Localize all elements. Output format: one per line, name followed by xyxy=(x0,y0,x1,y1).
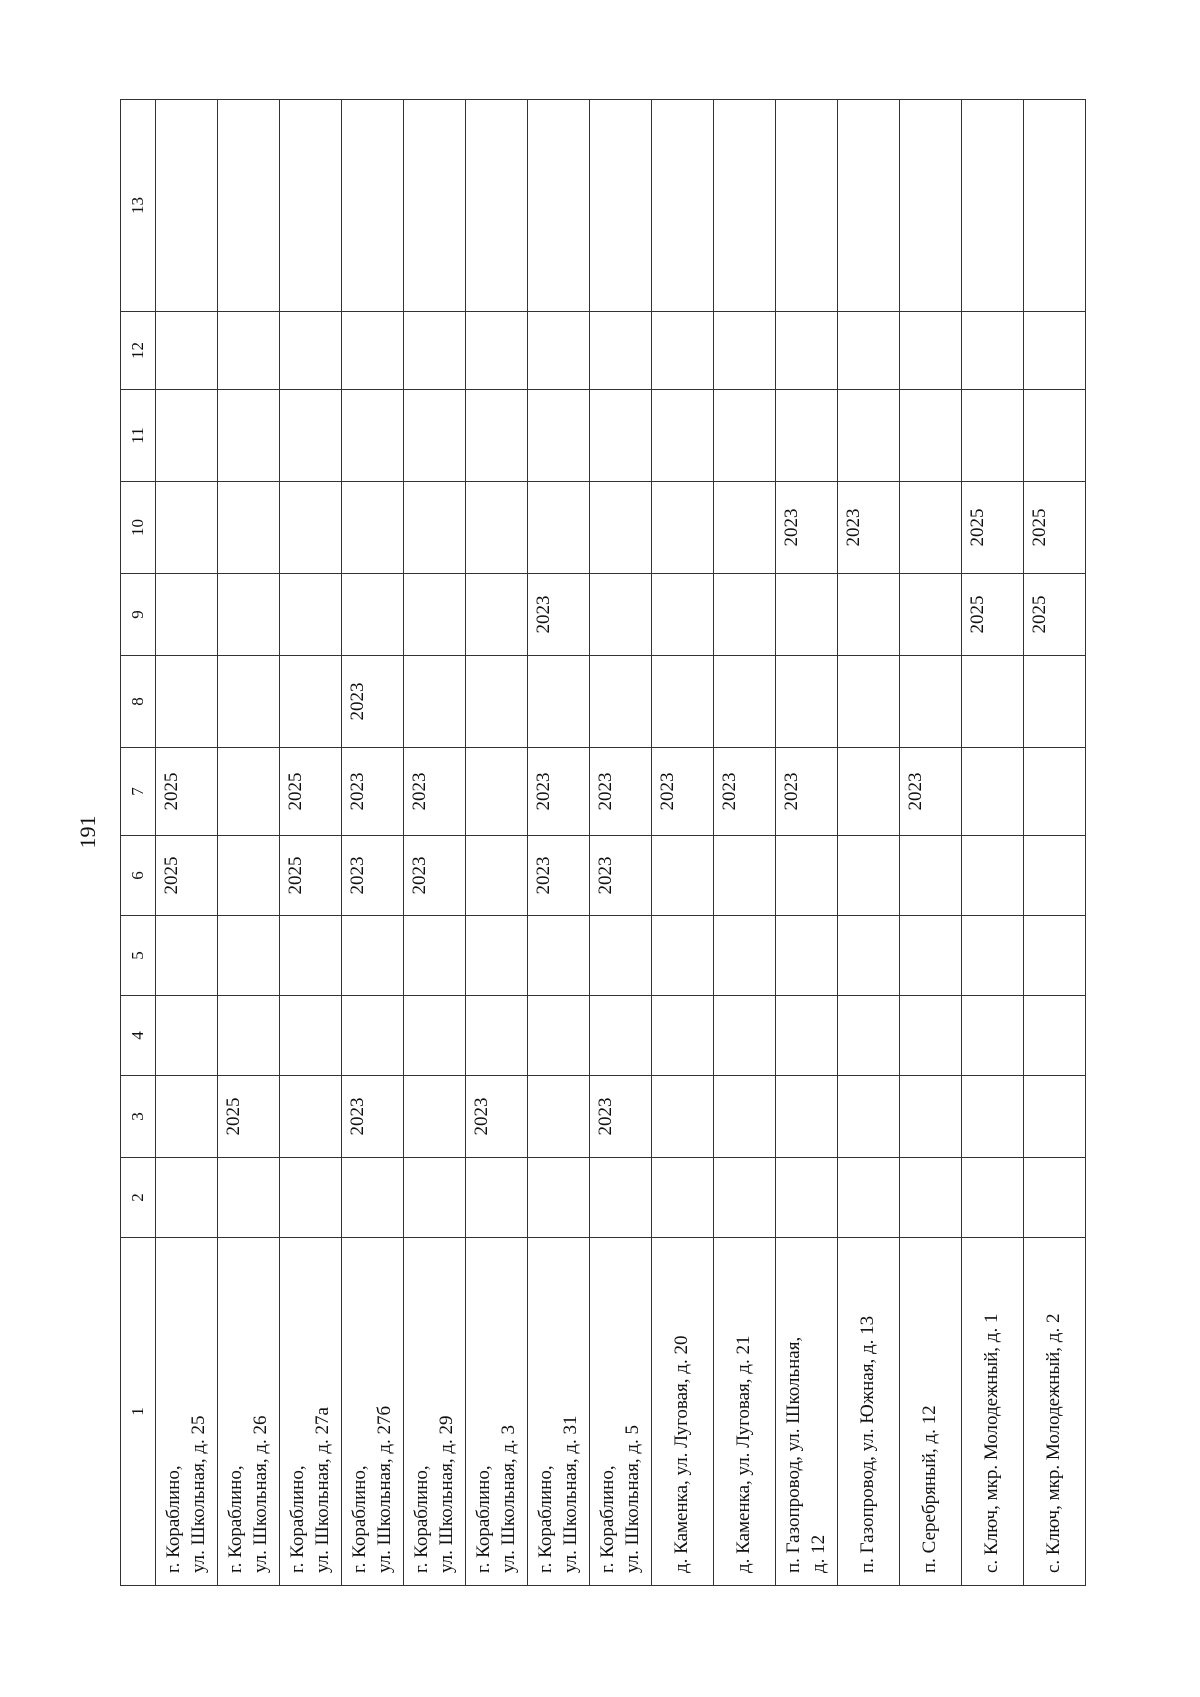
table-row xyxy=(776,100,838,1586)
address-cell: д. Каменка, ул. Луговая, д. 20 xyxy=(652,1238,714,1586)
year-cell-11 xyxy=(962,390,1024,482)
year-cell-9 xyxy=(900,574,962,656)
table-rotated-wrapper xyxy=(120,100,1081,1586)
year-cell-4 xyxy=(342,996,404,1076)
year-cell-7: 2023 xyxy=(342,748,404,836)
year-cell-12 xyxy=(900,312,962,390)
year-cell-10 xyxy=(156,482,218,574)
year-cell-4 xyxy=(528,996,590,1076)
column-number-3: 3 xyxy=(121,1076,156,1158)
year-cell-13 xyxy=(1024,100,1086,312)
year-cell-6: 2025 xyxy=(280,836,342,916)
year-cell-4 xyxy=(838,996,900,1076)
year-cell-5 xyxy=(590,916,652,996)
table-row xyxy=(218,100,280,1586)
year-cell-10: 2023 xyxy=(776,482,838,574)
year-cell-10: 2025 xyxy=(962,482,1024,574)
year-cell-7 xyxy=(466,748,528,836)
year-cell-6 xyxy=(900,836,962,916)
year-cell-6 xyxy=(652,836,714,916)
year-cell-13 xyxy=(404,100,466,312)
year-cell-8 xyxy=(838,656,900,748)
year-cell-7: 2025 xyxy=(156,748,218,836)
year-cell-12 xyxy=(1024,312,1086,390)
year-cell-11 xyxy=(900,390,962,482)
year-cell-5 xyxy=(838,916,900,996)
year-cell-3 xyxy=(900,1076,962,1158)
year-cell-5 xyxy=(1024,916,1086,996)
year-cell-5 xyxy=(218,916,280,996)
year-cell-2 xyxy=(528,1158,590,1238)
year-cell-11 xyxy=(404,390,466,482)
year-cell-13 xyxy=(838,100,900,312)
table-row xyxy=(404,100,466,1586)
year-cell-12 xyxy=(776,312,838,390)
year-cell-8 xyxy=(280,656,342,748)
year-cell-3 xyxy=(962,1076,1024,1158)
year-cell-3: 2023 xyxy=(342,1076,404,1158)
column-number-8: 8 xyxy=(121,656,156,748)
year-cell-10: 2025 xyxy=(1024,482,1086,574)
year-cell-13 xyxy=(652,100,714,312)
address-cell: г. Кораблино, ул. Школьная, д. 3 xyxy=(466,1238,528,1586)
table-row xyxy=(838,100,900,1586)
year-cell-4 xyxy=(466,996,528,1076)
year-cell-6: 2023 xyxy=(528,836,590,916)
year-cell-11 xyxy=(776,390,838,482)
year-cell-12 xyxy=(528,312,590,390)
year-cell-10 xyxy=(280,482,342,574)
year-cell-7 xyxy=(838,748,900,836)
year-cell-7: 2023 xyxy=(714,748,776,836)
year-cell-3: 2023 xyxy=(466,1076,528,1158)
column-number-4: 4 xyxy=(121,996,156,1076)
year-cell-5 xyxy=(528,916,590,996)
year-cell-5 xyxy=(466,916,528,996)
year-cell-10 xyxy=(528,482,590,574)
year-cell-4 xyxy=(900,996,962,1076)
table-row xyxy=(156,100,218,1586)
year-cell-12 xyxy=(280,312,342,390)
page-number: 191 xyxy=(75,815,100,849)
year-cell-11 xyxy=(714,390,776,482)
year-cell-2 xyxy=(900,1158,962,1238)
year-cell-11 xyxy=(1024,390,1086,482)
column-number-9: 9 xyxy=(121,574,156,656)
year-cell-9 xyxy=(838,574,900,656)
year-cell-10 xyxy=(218,482,280,574)
year-cell-2 xyxy=(404,1158,466,1238)
year-cell-2 xyxy=(714,1158,776,1238)
year-cell-13 xyxy=(776,100,838,312)
address-cell: п. Газопровод, ул. Школьная, д. 12 xyxy=(776,1238,838,1586)
year-cell-9: 2025 xyxy=(1024,574,1086,656)
year-cell-10 xyxy=(466,482,528,574)
year-cell-9 xyxy=(156,574,218,656)
year-cell-2 xyxy=(280,1158,342,1238)
column-number-1: 1 xyxy=(121,1238,156,1586)
year-cell-5 xyxy=(404,916,466,996)
year-cell-9 xyxy=(714,574,776,656)
year-cell-11 xyxy=(590,390,652,482)
year-cell-2 xyxy=(466,1158,528,1238)
year-cell-12 xyxy=(838,312,900,390)
year-cell-13 xyxy=(218,100,280,312)
year-cell-9 xyxy=(466,574,528,656)
year-cell-12 xyxy=(218,312,280,390)
table-row xyxy=(590,100,652,1586)
table-row xyxy=(342,100,404,1586)
year-cell-13 xyxy=(528,100,590,312)
year-cell-3 xyxy=(528,1076,590,1158)
year-cell-8 xyxy=(652,656,714,748)
address-cell: п. Газопровод, ул. Южная, д. 13 xyxy=(838,1238,900,1586)
year-cell-9 xyxy=(776,574,838,656)
address-cell: г. Кораблино, ул. Школьная, д. 31 xyxy=(528,1238,590,1586)
year-cell-9 xyxy=(404,574,466,656)
year-cell-4 xyxy=(714,996,776,1076)
year-cell-6 xyxy=(962,836,1024,916)
year-cell-7 xyxy=(1024,748,1086,836)
column-number-5: 5 xyxy=(121,916,156,996)
address-cell: г. Кораблино, ул. Школьная, д. 27а xyxy=(280,1238,342,1586)
year-cell-13 xyxy=(590,100,652,312)
year-cell-11 xyxy=(652,390,714,482)
year-cell-3 xyxy=(652,1076,714,1158)
year-cell-6 xyxy=(838,836,900,916)
year-cell-6 xyxy=(714,836,776,916)
year-cell-12 xyxy=(342,312,404,390)
year-cell-10 xyxy=(342,482,404,574)
year-cell-8 xyxy=(1024,656,1086,748)
table-row xyxy=(280,100,342,1586)
year-cell-3 xyxy=(404,1076,466,1158)
year-cell-6: 2023 xyxy=(590,836,652,916)
year-cell-8 xyxy=(218,656,280,748)
year-cell-8 xyxy=(404,656,466,748)
year-cell-2 xyxy=(590,1158,652,1238)
year-cell-2 xyxy=(156,1158,218,1238)
column-number-6: 6 xyxy=(121,836,156,916)
year-cell-5 xyxy=(652,916,714,996)
address-cell: г. Кораблино, ул. Школьная, д. 27б xyxy=(342,1238,404,1586)
year-cell-2 xyxy=(1024,1158,1086,1238)
year-cell-12 xyxy=(590,312,652,390)
year-cell-8: 2023 xyxy=(342,656,404,748)
year-cell-4 xyxy=(218,996,280,1076)
year-cell-6 xyxy=(1024,836,1086,916)
year-cell-2 xyxy=(776,1158,838,1238)
year-cell-4 xyxy=(590,996,652,1076)
year-cell-3 xyxy=(776,1076,838,1158)
year-cell-7: 2023 xyxy=(652,748,714,836)
year-cell-3 xyxy=(280,1076,342,1158)
year-cell-8 xyxy=(466,656,528,748)
year-cell-3 xyxy=(156,1076,218,1158)
address-cell: с. Ключ, мкр. Молодежный, д. 1 xyxy=(962,1238,1024,1586)
table-row xyxy=(900,100,962,1586)
year-cell-9 xyxy=(342,574,404,656)
year-cell-10 xyxy=(590,482,652,574)
year-cell-6: 2023 xyxy=(342,836,404,916)
address-cell: г. Кораблино, ул. Школьная, д. 25 xyxy=(156,1238,218,1586)
year-cell-9 xyxy=(218,574,280,656)
year-cell-8 xyxy=(714,656,776,748)
address-cell: г. Кораблино, ул. Школьная, д. 26 xyxy=(218,1238,280,1586)
year-cell-6 xyxy=(466,836,528,916)
year-cell-7: 2025 xyxy=(280,748,342,836)
year-cell-5 xyxy=(962,916,1024,996)
table-row xyxy=(466,100,528,1586)
year-cell-13 xyxy=(466,100,528,312)
address-cell: с. Ключ, мкр. Молодежный, д. 2 xyxy=(1024,1238,1086,1586)
year-cell-11 xyxy=(466,390,528,482)
year-cell-11 xyxy=(156,390,218,482)
year-cell-13 xyxy=(156,100,218,312)
year-cell-11 xyxy=(342,390,404,482)
year-cell-10 xyxy=(900,482,962,574)
year-cell-9 xyxy=(590,574,652,656)
year-cell-7: 2023 xyxy=(404,748,466,836)
year-cell-2 xyxy=(838,1158,900,1238)
year-cell-4 xyxy=(962,996,1024,1076)
year-cell-2 xyxy=(218,1158,280,1238)
year-cell-5 xyxy=(714,916,776,996)
year-cell-12 xyxy=(404,312,466,390)
year-cell-2 xyxy=(962,1158,1024,1238)
year-cell-7: 2023 xyxy=(900,748,962,836)
year-cell-5 xyxy=(280,916,342,996)
table-row xyxy=(962,100,1024,1586)
column-number-7: 7 xyxy=(121,748,156,836)
year-cell-4 xyxy=(156,996,218,1076)
year-cell-13 xyxy=(900,100,962,312)
year-cell-3 xyxy=(714,1076,776,1158)
year-cell-6: 2025 xyxy=(156,836,218,916)
year-cell-3: 2023 xyxy=(590,1076,652,1158)
year-cell-13 xyxy=(280,100,342,312)
year-cell-12 xyxy=(652,312,714,390)
column-number-11: 11 xyxy=(121,390,156,482)
year-cell-13 xyxy=(342,100,404,312)
year-cell-9: 2025 xyxy=(962,574,1024,656)
year-cell-12 xyxy=(466,312,528,390)
year-cell-4 xyxy=(404,996,466,1076)
year-cell-5 xyxy=(156,916,218,996)
year-cell-10 xyxy=(714,482,776,574)
year-cell-5 xyxy=(342,916,404,996)
year-cell-6 xyxy=(776,836,838,916)
year-cell-7 xyxy=(962,748,1024,836)
year-cell-12 xyxy=(714,312,776,390)
column-number-row xyxy=(121,100,156,1586)
year-cell-4 xyxy=(652,996,714,1076)
year-cell-7: 2023 xyxy=(590,748,652,836)
column-number-12: 12 xyxy=(121,312,156,390)
year-cell-8 xyxy=(528,656,590,748)
table-row xyxy=(1024,100,1086,1586)
year-cell-7: 2023 xyxy=(776,748,838,836)
address-cell: г. Кораблино, ул. Школьная, д. 5 xyxy=(590,1238,652,1586)
year-cell-2 xyxy=(652,1158,714,1238)
year-cell-4 xyxy=(280,996,342,1076)
year-cell-8 xyxy=(590,656,652,748)
year-cell-10 xyxy=(652,482,714,574)
year-cell-10: 2023 xyxy=(838,482,900,574)
year-cell-13 xyxy=(714,100,776,312)
year-cell-8 xyxy=(900,656,962,748)
table-row xyxy=(652,100,714,1586)
column-number-2: 2 xyxy=(121,1158,156,1238)
address-cell: г. Кораблино, ул. Школьная, д. 29 xyxy=(404,1238,466,1586)
year-cell-5 xyxy=(776,916,838,996)
year-cell-3 xyxy=(1024,1076,1086,1158)
year-cell-8 xyxy=(776,656,838,748)
year-cell-3: 2025 xyxy=(218,1076,280,1158)
year-cell-10 xyxy=(404,482,466,574)
year-cell-6: 2023 xyxy=(404,836,466,916)
year-cell-13 xyxy=(962,100,1024,312)
column-number-10: 10 xyxy=(121,482,156,574)
table-row xyxy=(528,100,590,1586)
year-cell-6 xyxy=(218,836,280,916)
year-cell-3 xyxy=(838,1076,900,1158)
year-cell-12 xyxy=(156,312,218,390)
year-cell-8 xyxy=(156,656,218,748)
address-cell: д. Каменка, ул. Луговая, д. 21 xyxy=(714,1238,776,1586)
address-cell: п. Серебряный, д. 12 xyxy=(900,1238,962,1586)
schedule-table xyxy=(120,99,1086,1586)
year-cell-9 xyxy=(280,574,342,656)
year-cell-12 xyxy=(962,312,1024,390)
column-number-13: 13 xyxy=(121,100,156,312)
year-cell-11 xyxy=(218,390,280,482)
year-cell-4 xyxy=(776,996,838,1076)
year-cell-7 xyxy=(218,748,280,836)
year-cell-7: 2023 xyxy=(528,748,590,836)
year-cell-9: 2023 xyxy=(528,574,590,656)
table-body xyxy=(121,100,1086,1586)
year-cell-11 xyxy=(838,390,900,482)
year-cell-11 xyxy=(280,390,342,482)
table-row xyxy=(714,100,776,1586)
year-cell-8 xyxy=(962,656,1024,748)
year-cell-11 xyxy=(528,390,590,482)
year-cell-4 xyxy=(1024,996,1086,1076)
year-cell-2 xyxy=(342,1158,404,1238)
year-cell-5 xyxy=(900,916,962,996)
year-cell-9 xyxy=(652,574,714,656)
